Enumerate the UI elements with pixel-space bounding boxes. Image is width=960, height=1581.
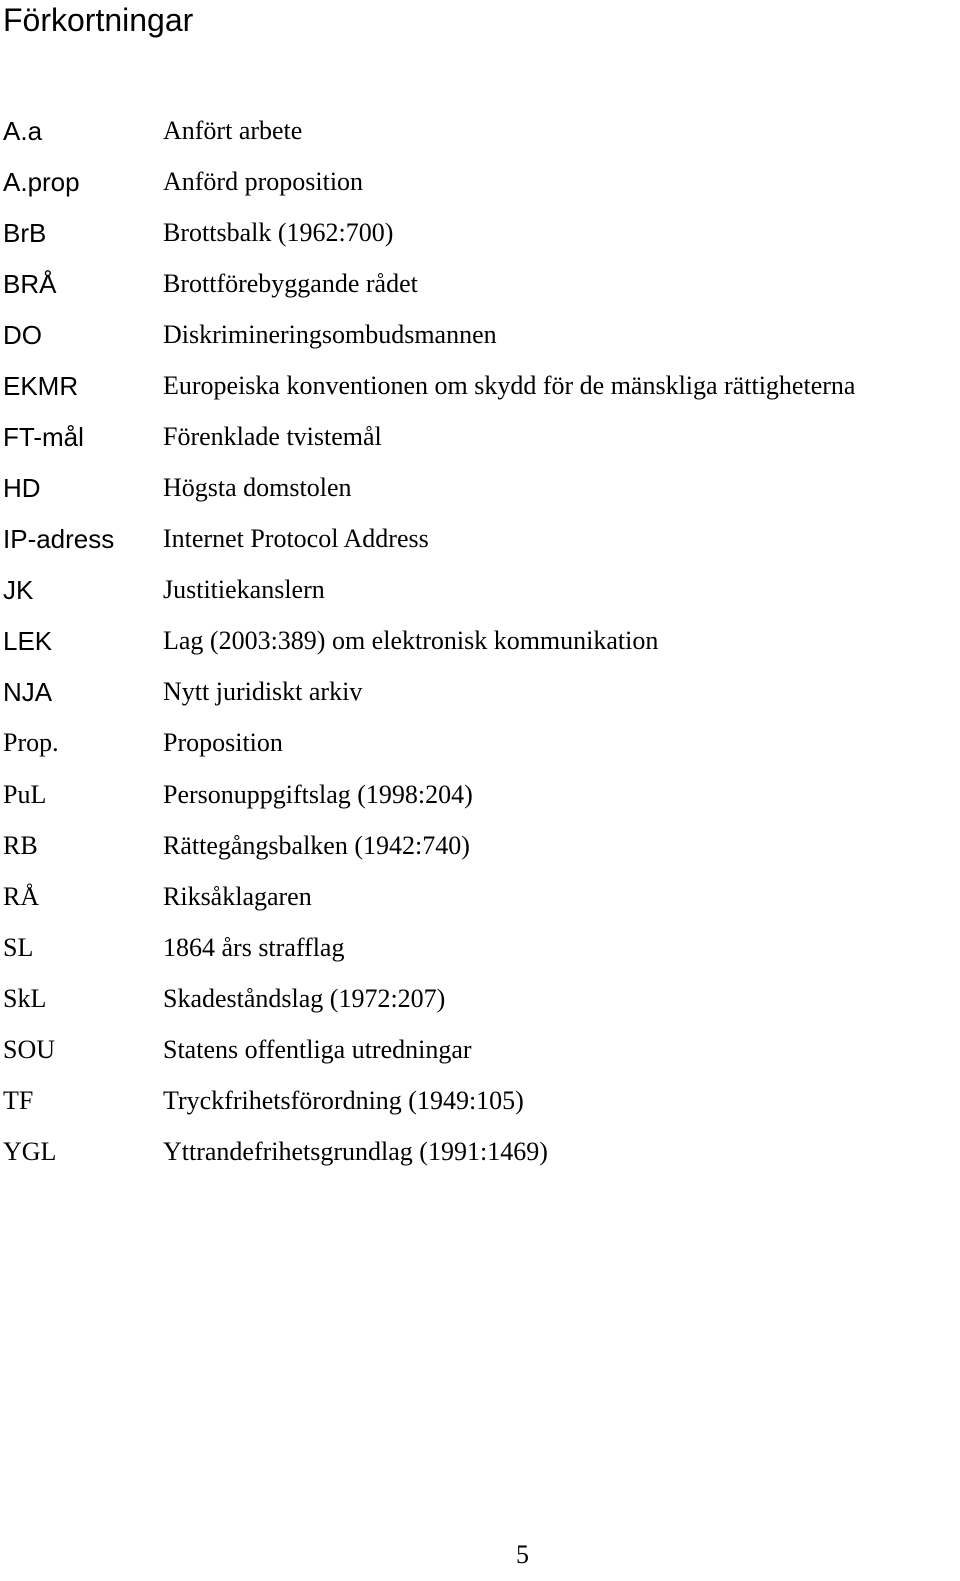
definition: Proposition [163,728,283,757]
list-item [0,368,960,404]
list-item [0,777,960,813]
definition: Riksåklagaren [163,882,312,911]
definition: Diskrimineringsombudsmannen [163,320,497,349]
list-item [0,930,960,966]
definition: Brottförebyggande rådet [163,269,418,298]
list-item [0,879,960,915]
abbreviation: Prop. [3,728,59,757]
list-item [0,725,960,761]
list-item [0,623,960,659]
abbreviation: A.prop [3,167,80,197]
abbreviation: SOU [3,1035,56,1064]
definition: Europeiska konventionen om skydd för de mänskliga rättigheterna [163,371,856,400]
list-item [0,266,960,302]
definition: Anfört arbete [163,116,303,145]
list-item [0,1134,960,1170]
abbreviation: DO [3,320,42,350]
abbreviation: FT-mål [3,422,84,452]
list-item [0,572,960,608]
abbreviation: YGL [3,1137,57,1166]
definition: Rättegångsbalken (1942:740) [163,831,470,860]
definition: Skadeståndslag (1972:207) [163,984,446,1013]
abbreviation: LEK [3,626,53,656]
abbreviation: JK [3,575,34,605]
abbreviation: HD [3,473,41,503]
list-item [0,470,960,506]
definition: Statens offentliga utredningar [163,1035,472,1064]
definition: Brottsbalk (1962:700) [163,218,394,247]
abbreviation: IP-adress [3,524,115,554]
list-item [0,828,960,864]
definition: Anförd proposition [163,167,364,196]
abbreviation: A.a [3,116,43,146]
abbreviation: RÅ [3,882,40,911]
list-item [0,674,960,710]
list-item [0,1032,960,1068]
abbreviation: PuL [3,780,47,809]
definition: Förenklade tvistemål [163,422,382,451]
list-item [0,113,960,149]
list-item [0,521,960,557]
abbreviation: TF [3,1086,34,1115]
list-item [0,1083,960,1119]
list-item [0,981,960,1017]
definition: Lag (2003:389) om elektronisk kommunikation [163,626,659,655]
definition: Nytt juridiskt arkiv [163,677,363,706]
definition: Internet Protocol Address [163,524,429,553]
abbreviation: SkL [3,984,47,1013]
definition: 1864 års strafflag [163,933,345,962]
definition: Tryckfrihetsförordning (1949:105) [163,1086,524,1115]
definition: Högsta domstolen [163,473,352,502]
abbreviation: NJA [3,677,53,707]
list-item [0,419,960,455]
abbreviation: BrB [3,218,47,248]
definition: Personuppgiftslag (1998:204) [163,780,473,809]
page-title: Förkortningar [3,2,194,38]
definition: Justitiekanslern [163,575,325,604]
abbreviation: SL [3,933,34,962]
list-item [0,317,960,353]
definition: Yttrandefrihetsgrundlag (1991:1469) [163,1137,548,1166]
list-item [0,164,960,200]
list-item [0,215,960,251]
abbreviation: EKMR [3,371,79,401]
page-number: 5 [516,1540,529,1569]
abbreviation: RB [3,831,38,860]
abbreviation: BRÅ [3,269,57,299]
